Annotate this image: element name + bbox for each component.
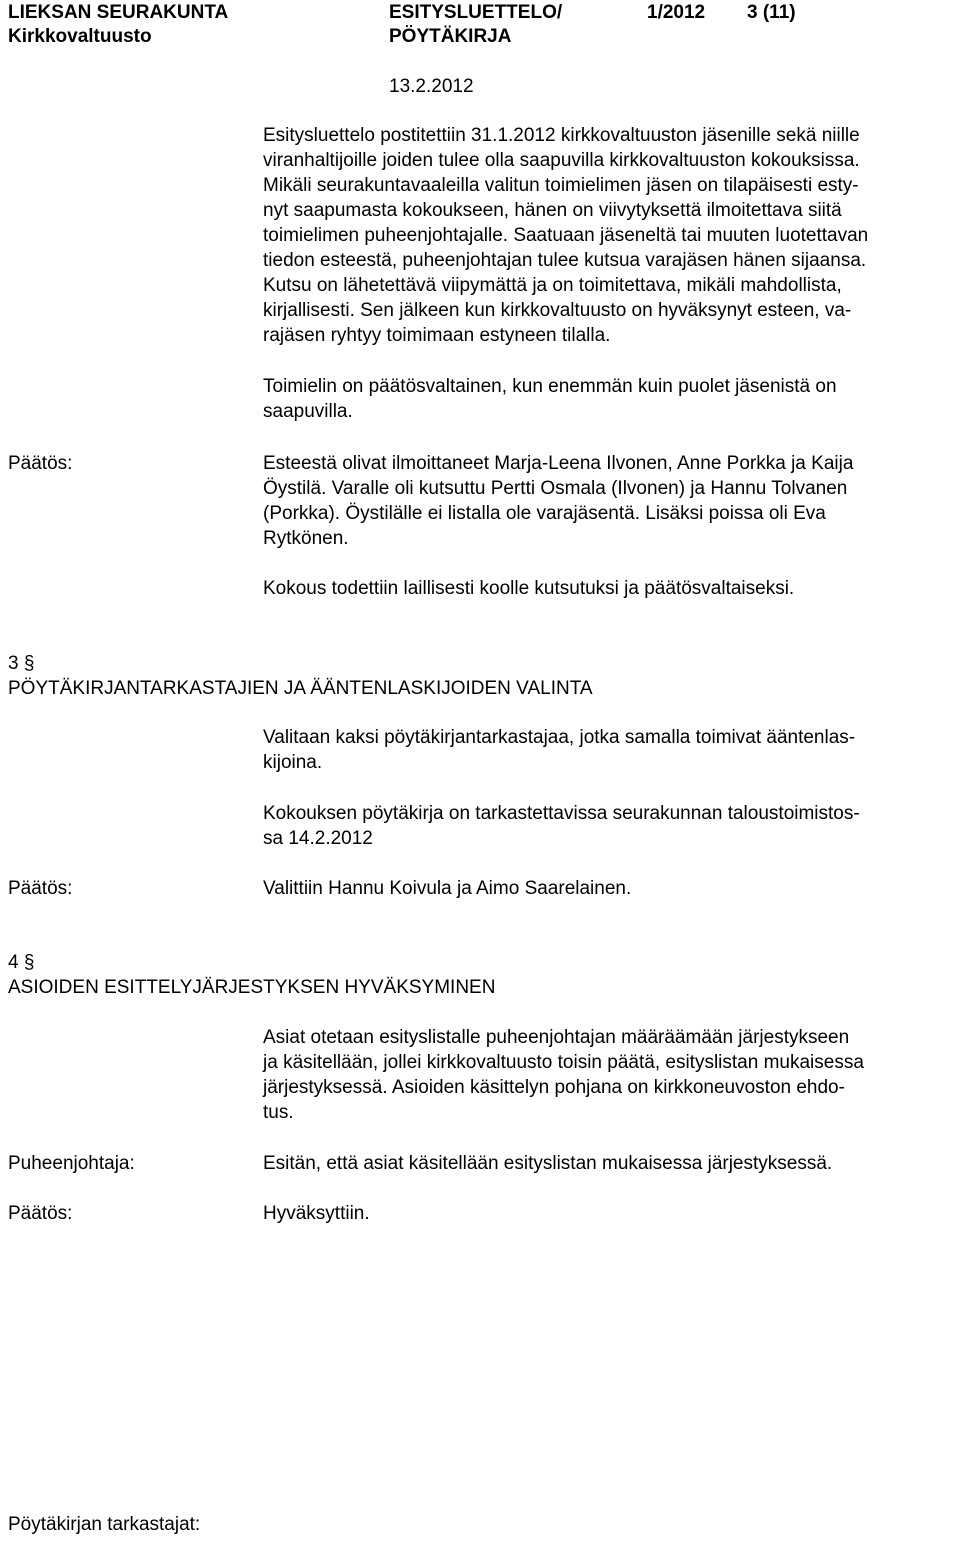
text-line: nyt saapumasta kokoukseen, hänen on viivytyksettä ilmoitettava siitä [263,200,842,221]
section-title: ASIOIDEN ESITTELYJÄRJESTYKSEN HYVÄKSYMINEN [8,977,496,998]
text-line: viranhaltijoille joiden tulee olla saapuvilla kirkkovaltuuston kokouksissa. [263,150,860,171]
text-line: Toimielin on päätösvaltainen, kun enemmän kuin puolet jäsenistä on [263,376,837,397]
quorum-paragraph [263,374,953,424]
text-line: tiedon esteestä, puheenjohtajan tulee kutsua varajäsen hänen sijaansa. [263,250,867,271]
header-date: 13.2.2012 [389,76,474,97]
text-line: Rytkönen. [263,528,349,549]
text-line: ja käsitellään, jollei kirkkovaltuusto toisin päätä, esityslistan mukaisessa [263,1052,864,1073]
decision-label: Päätös: [8,878,73,899]
text-line: Valitaan kaksi pöytäkirjantarkastajaa, jotka samalla toimivat ääntenlas- [263,727,856,748]
text-line: saapuvilla. [263,401,353,422]
decision-conclusion: Kokous todettiin laillisesti koolle kutsutuksi ja päätösvaltaiseksi. [263,578,795,599]
text-line: kirjallisesti. Sen jälkeen kun kirkkovaltuusto on hyväksynyt esteen, va- [263,300,852,321]
text-line: Mikäli seurakuntavaaleilla valitun toimielimen jäsen on tilapäisesti esty- [263,175,859,196]
footer-reviewers-label: Pöytäkirjan tarkastajat: [8,1514,201,1535]
header-number: 1/2012 [647,2,706,23]
intro-paragraph [263,123,953,348]
text-line: Esteestä olivat ilmoittaneet Marja-Leena Ilvonen, Anne Porkka ja Kaija [263,453,854,474]
decision-label: Päätös: [8,1203,73,1224]
text-line: Asiat otetaan esityslistalle puheenjohtajan määräämään järjestykseen [263,1027,850,1048]
section-number: 4 § [8,952,35,973]
header-doc-type-1: ESITYSLUETTELO/ [389,2,563,23]
text-line: rajäsen ryhtyy toimimaan estyneen tilalla. [263,325,611,346]
text-line: (Porkka). Öystilälle ei listalla ole varajäsentä. Lisäksi poissa oli Eva [263,503,826,524]
decision-paragraph [263,451,953,551]
text-line: Esitysluettelo postitettiin 31.1.2012 kirkkovaltuuston jäsenille sekä niille [263,125,860,146]
text-line: Öystilä. Varalle oli kutsuttu Pertti Osmala (Ilvonen) ja Hannu Tolvanen [263,478,848,499]
header-page: 3 (11) [747,2,796,23]
section-4-paragraph-1 [263,1025,953,1125]
text-line: Kokouksen pöytäkirja on tarkastettavissa seurakunnan taloustoimistos- [263,803,860,824]
section-3-paragraph-2 [263,801,953,851]
section-3-decision: Valittiin Hannu Koivula ja Aimo Saarelainen. [263,878,632,899]
section-title: PÖYTÄKIRJANTARKASTAJIEN JA ÄÄNTENLASKIJOIDEN VALINTA [8,678,593,699]
chair-statement: Esitän, että asiat käsitellään esityslistan mukaisessa järjestyksessä. [263,1153,833,1174]
header-doc-type-2: PÖYTÄKIRJA [389,26,512,47]
text-line: toimielimen puheenjohtajalle. Saatuaan jäseneltä tai muuten luotettavan [263,225,869,246]
section-4-decision: Hyväksyttiin. [263,1203,370,1224]
section-3-paragraph-1 [263,725,953,775]
decision-label: Päätös: [8,453,73,474]
text-line: kijoina. [263,752,323,773]
text-line: sa 14.2.2012 [263,828,373,849]
text-line: Kutsu on lähetettävä viipymättä ja on toimitettava, mikäli mahdollista, [263,275,842,296]
chair-label: Puheenjohtaja: [8,1153,135,1174]
section-number: 3 § [8,653,35,674]
header-body: Kirkkovaltuusto [8,26,152,47]
header-org: LIEKSAN SEURAKUNTA [8,2,229,23]
text-line: tus. [263,1102,294,1123]
text-line: järjestyksessä. Asioiden käsittelyn pohjana on kirkkoneuvoston ehdo- [263,1077,845,1098]
